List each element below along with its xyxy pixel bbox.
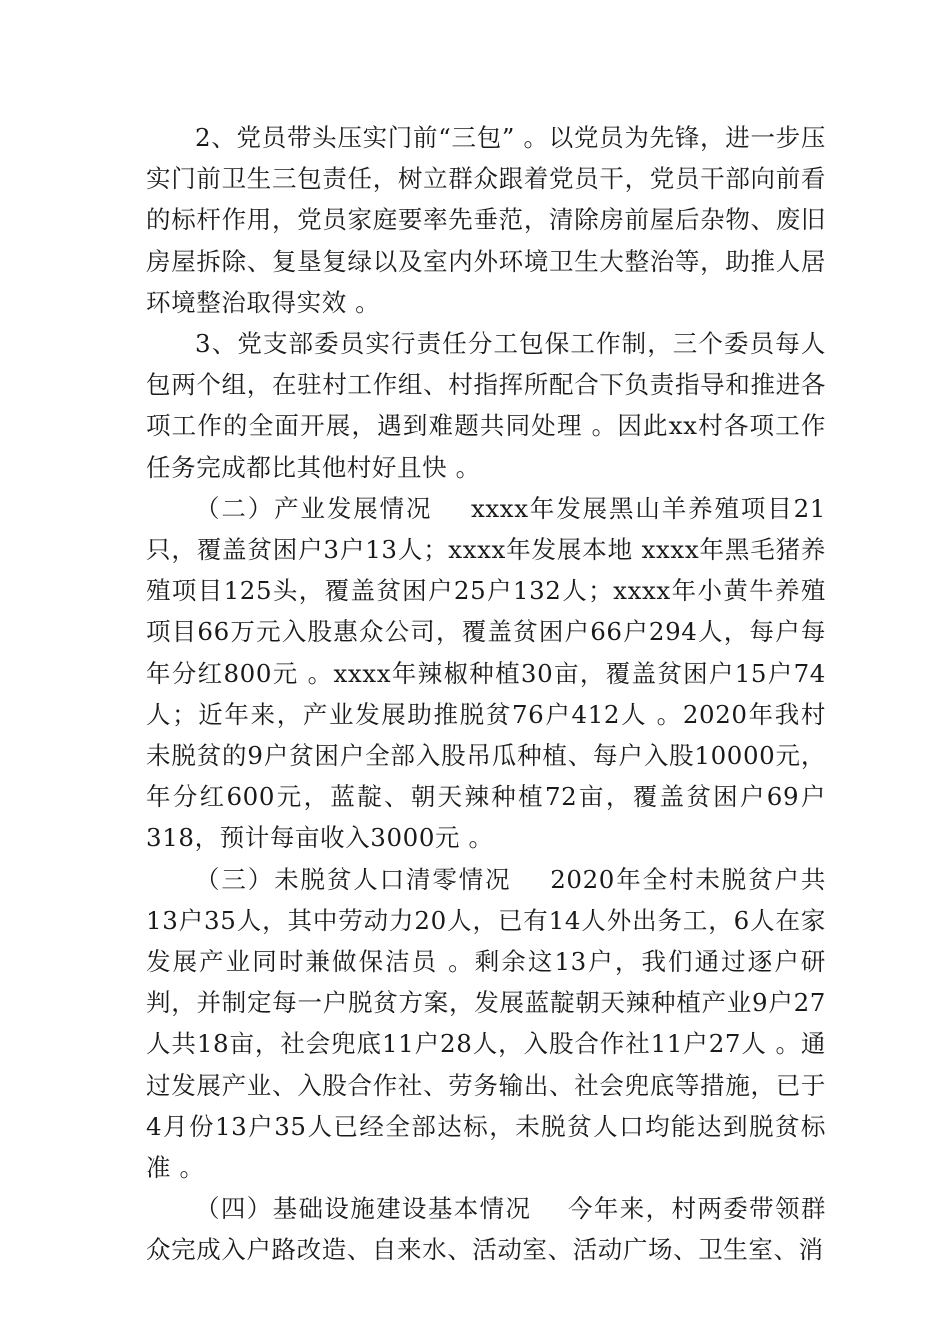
paragraph-party-member-three-guarantees: 2、党员带头压实门前“三包” 。以党员为先锋，进一步压实门前卫生三包责任，树立群众跟着党员干，党员干部向前看的标杆作用，党员家庭要率先垂范，清除房前屋后杂物、废旧房屋拆除、复垦复绿以及室内外环境卫生大整治等，助推人居环境整治取得实效 。 bbox=[146, 123, 826, 317]
paragraph-industry-development: （二）产业发展情况 xxxx年发展黑山羊养殖项目21只，覆盖贫困户3户13人；xxxx年发展本地 xxxx年黑毛猪养殖项目125头，覆盖贫困户25户132人；xxxx年小黄牛养殖项目66万元入股惠众公司，覆盖贫困户66户294人，每户每年分红800元 。xxxx年辣椒种植30亩，覆盖贫困户15户74人；近年来，产业发展助推脱贫76户412人 。2020年我村未脱贫的9户贫困户全部入股吊瓜种植、每户入股10000元，年分红600元，蓝靛、朝天辣种植72亩，覆盖贫困户69户318，预计每亩收入3000元 。 bbox=[146, 493, 826, 853]
paragraph-infrastructure: （四）基础设施建设基本情况 今年来，村两委带领群众完成入户路改造、自来水、活动室、活动广场、卫生室、消 bbox=[146, 1194, 826, 1265]
paragraph-poverty-clearance: （三）未脱贫人口清零情况 2020年全村未脱贫户共13户35人，其中劳动力20人，已有14人外出务工，6人在家发展产业同时兼做保洁员 。剩余这13户，我们通过逐户研判，并制定每一户脱贫方案，发展蓝靛朝天辣种植产业9户27人共18亩，社会兜底11户28人，入股合作社11户27人 。通过发展产业、入股合作社、劳务输出、社会兜底等措施，已于4月份13户35人已经全部达标，未脱贫人口均能达到脱贫标准 。 bbox=[146, 864, 826, 1183]
document-body bbox=[146, 117, 826, 1271]
paragraph-branch-committee-responsibility: 3、党支部委员实行责任分工包保工作制，三个委员每人包两个组，在驻村工作组、村指挥所配合下负责指导和推进各项工作的全面开展，遇到难题共同处理 。因此xx村各项工作任务完成都比其他村好且快 。 bbox=[146, 329, 826, 482]
